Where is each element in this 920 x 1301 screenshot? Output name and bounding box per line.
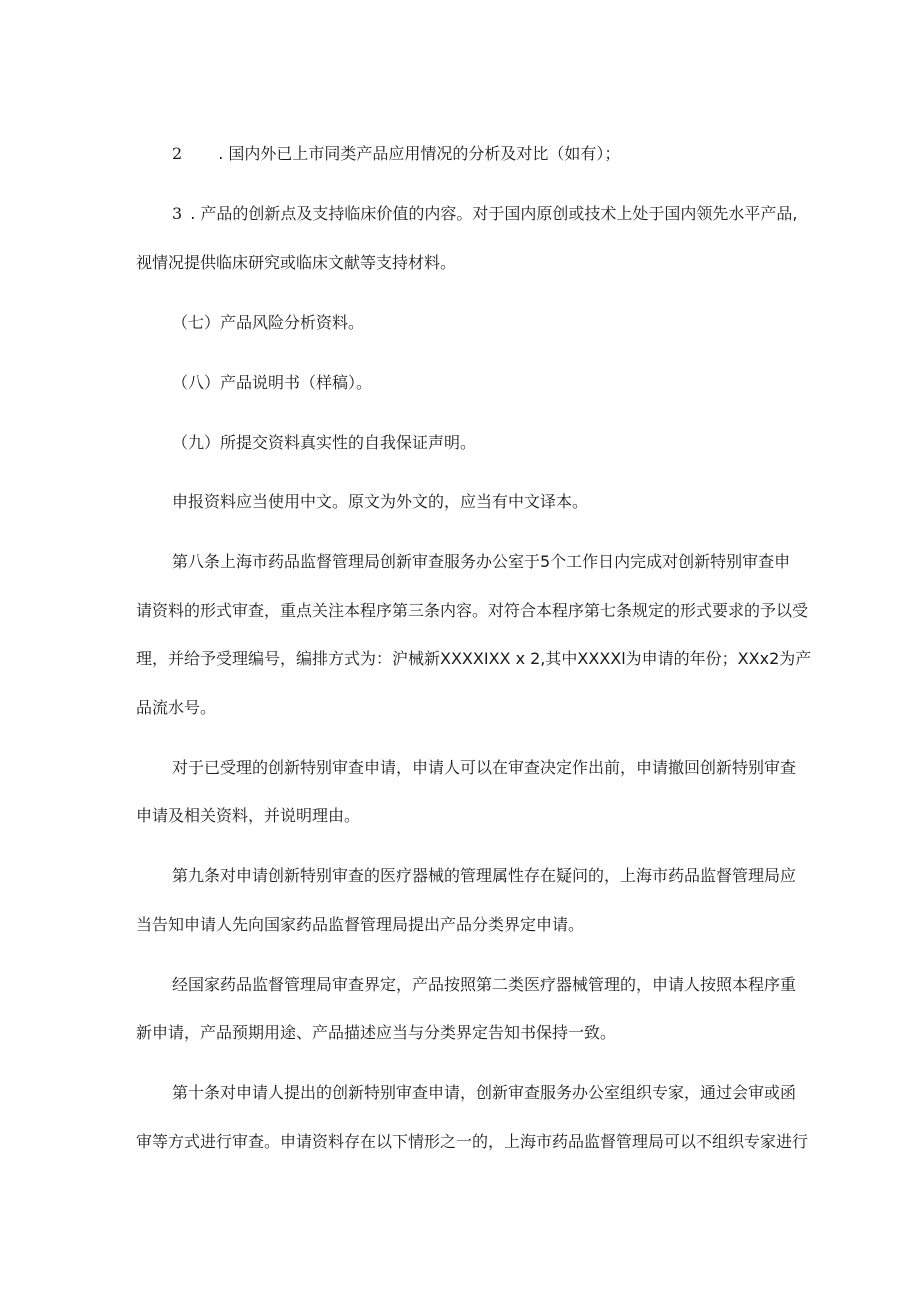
item-3-line-2: 视情况提供临床研究或临床文献等支持材料。: [136, 253, 457, 272]
article-10-line-1: 第十条对申请人提出的创新特别审查申请，创新审查服务办公室组织专家，通过会审或函: [172, 1083, 797, 1102]
article-8-line-4: 品流水号。: [136, 698, 217, 717]
item-3-line-1: [172, 203, 798, 225]
item-2-number: 2: [172, 144, 183, 163]
item-3-text: . 产品的创新点及支持临床价值的内容。对于国内原创或技术上处于国内领先水平产品,: [190, 204, 798, 223]
language-note: 申报资料应当使用中文。原文为外文的，应当有中文译本。: [172, 492, 589, 511]
item-3-number: 3: [172, 204, 183, 223]
item-2: [172, 143, 786, 165]
item-2-text: . 国内外已上市同类产品应用情况的分析及对比（如有）；: [218, 144, 621, 163]
article-8-line-3: 理，并给予受理编号，编排方式为：沪械新XXXXIXX x 2,其中XXXXl为申请的年份；XXx2为产: [136, 649, 812, 668]
article-9-line-2: 当告知申请人先向国家药品监督管理局提出产品分类界定申请。: [136, 915, 585, 934]
classification-line-2: 新申请，产品预期用途、产品描述应当与分类界定告知书保持一致。: [136, 1023, 617, 1042]
item-9: （九）所提交资料真实性的自我保证声明。: [172, 433, 477, 452]
item-7: （七）产品风险分析资料。: [172, 313, 365, 332]
article-9-line-1: 第九条对申请创新特别审查的医疗器械的管理属性存在疑问的，上海市药品监督管理局应: [172, 866, 797, 885]
withdraw-line-1: 对于已受理的创新特别审查申请，申请人可以在审查决定作出前，申请撤回创新特别审查: [172, 758, 797, 777]
withdraw-line-2: 申请及相关资料，并说明理由。: [136, 806, 361, 825]
item-8: （八）产品说明书（样稿）。: [172, 373, 373, 392]
article-10-line-2: 审等方式进行审查。申请资料存在以下情形之一的，上海市药品监督管理局可以不组织专家进行: [136, 1132, 809, 1151]
article-8-line-1: 第八条上海市药品监督管理局创新审查服务办公室于5个工作日内完成对创新特别审查申: [172, 552, 791, 571]
classification-line-1: 经国家药品监督管理局审查界定，产品按照第二类医疗器械管理的，申请人按照本程序重: [172, 975, 797, 994]
article-8-line-2: 请资料的形式审查，重点关注本程序第三条内容。对符合本程序第七条规定的形式要求的予以受: [136, 601, 809, 620]
